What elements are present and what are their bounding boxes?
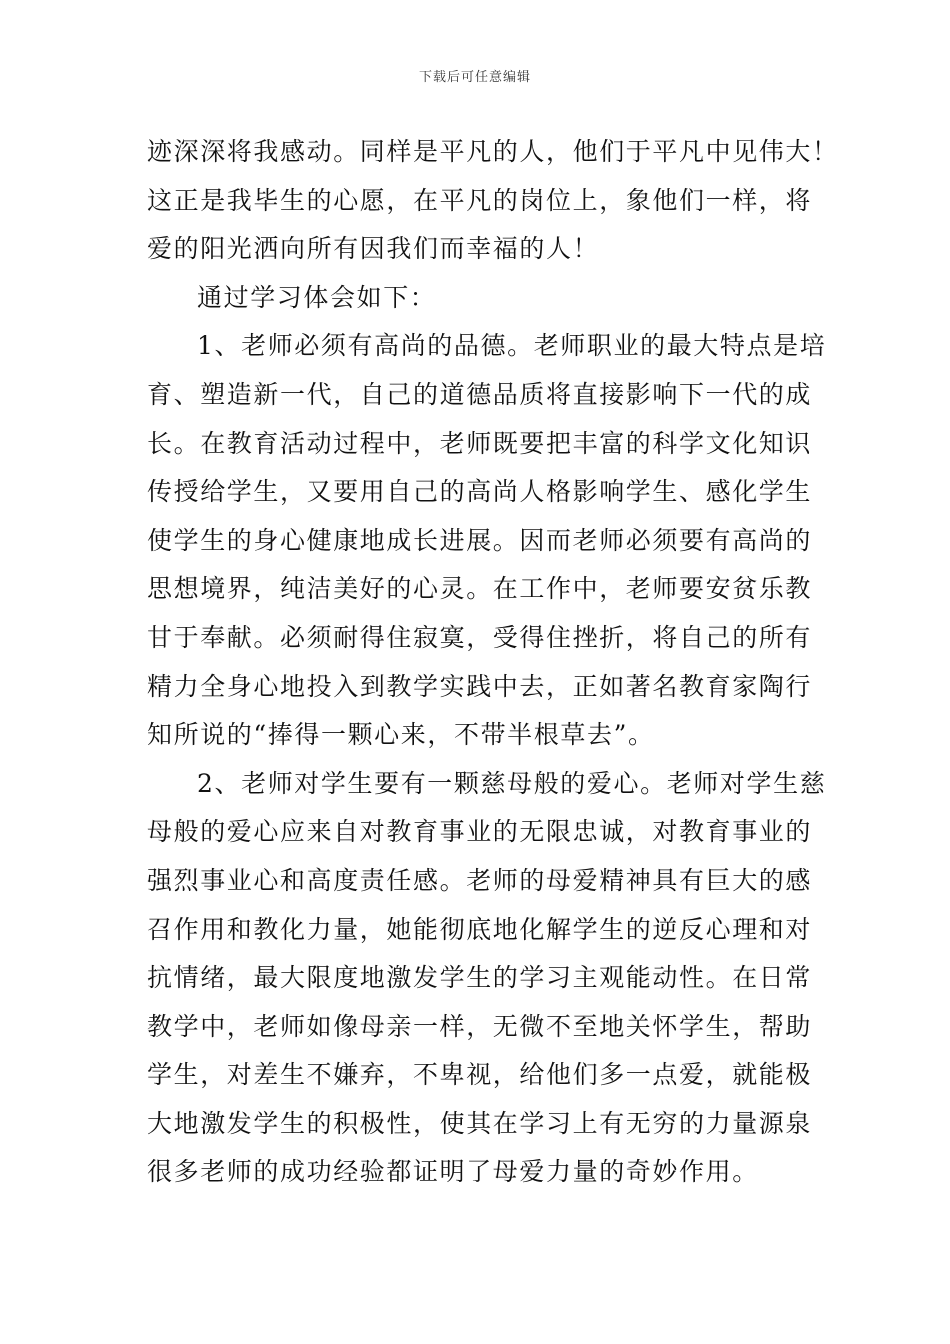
text-line: 爱的阳光洒向所有因我们而幸福的人！ — [147, 234, 600, 264]
text-line: 抗情绪，最大限度地激发学生的学习主观能动性。在日常 — [147, 963, 813, 993]
body-text — [147, 128, 839, 1197]
text-line: 迹深深将我感动。同样是平凡的人，他们于平凡中见伟大！ — [147, 137, 839, 166]
text-line: 知所说的“捧得一颗心来，不带半根草去”。 — [147, 720, 655, 750]
text-line: 大地激发学生的积极性，使其在学习上有无穷的力量源泉 — [147, 1108, 813, 1138]
text-line: 学生，对差生不嫌弃，不卑视，给他们多一点爱，就能极 — [147, 1060, 813, 1090]
text-line: 母般的爱心应来自对教育事业的无限忠诚，对教育事业的 — [147, 817, 813, 847]
text-line: 召作用和教化力量，她能彻底地化解学生的逆反心理和对 — [147, 914, 813, 944]
text-line: 思想境界，纯洁美好的心灵。在工作中，老师要安贫乐教 — [147, 574, 813, 604]
text-line: 传授给学生，又要用自己的高尚人格影响学生、感化学生 — [147, 477, 813, 507]
text-line: 使学生的身心健康地成长进展。因而老师必须要有高尚的 — [147, 525, 813, 555]
text-line: 1、老师必须有高尚的品德。老师职业的最大特点是培 — [197, 331, 827, 361]
text-line: 精力全身心地投入到教学实践中去，正如著名教育家陶行 — [147, 671, 813, 701]
header-note: 下载后可任意编辑 — [418, 70, 531, 85]
text-line: 教学中，老师如像母亲一样，无微不至地关怀学生，帮助 — [147, 1011, 813, 1041]
text-line: 强烈事业心和高度责任感。老师的母爱精神具有巨大的感 — [147, 865, 813, 895]
text-line: 很多老师的成功经验都证明了母爱力量的奇妙作用。 — [147, 1157, 759, 1187]
text-line: 长。在教育活动过程中，老师既要把丰富的科学文化知识 — [147, 428, 813, 458]
text-line: 甘于奉献。必须耐得住寂寞，受得住挫折，将自己的所有 — [147, 622, 813, 652]
text-line: 育、塑造新一代，自己的道德品质将直接影响下一代的成 — [147, 379, 813, 409]
text-line: 2、老师对学生要有一颗慈母般的爱心。老师对学生慈 — [197, 768, 827, 798]
text-line: 通过学习体会如下： — [197, 282, 437, 312]
text-line: 这正是我毕生的心愿，在平凡的岗位上，象他们一样，将 — [147, 185, 813, 215]
